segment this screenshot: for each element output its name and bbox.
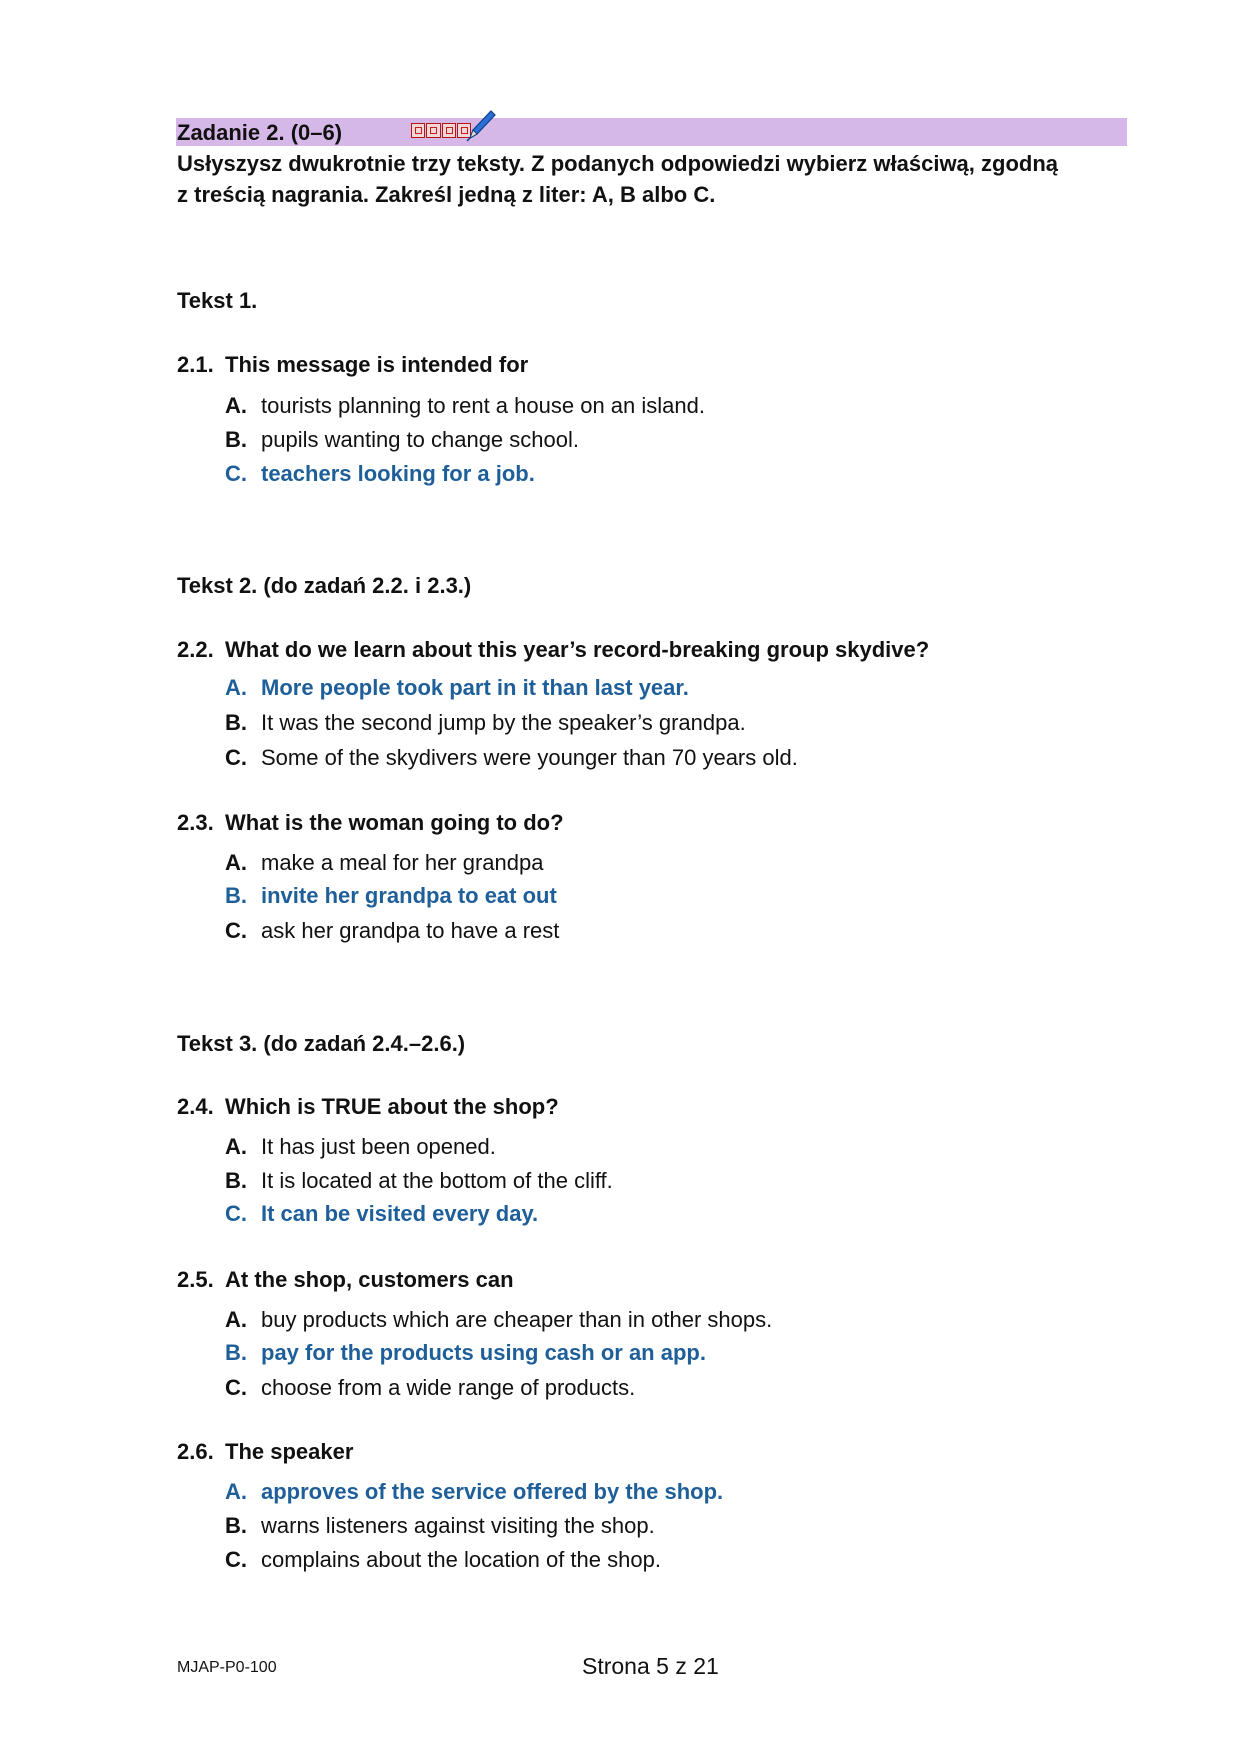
option-text: It was the second jump by the speaker’s grandpa. [261, 710, 746, 735]
option-letter: C. [225, 745, 247, 770]
option-text: approves of the service offered by the shop. [261, 1479, 724, 1504]
option-text: pupils wanting to change school. [261, 427, 579, 452]
option-letter: C. [225, 461, 247, 486]
question-text: What do we learn about this year’s record-breaking group skydive? [225, 637, 930, 662]
option-text: choose from a wide range of products. [261, 1375, 636, 1400]
footer-exam-code: MJAP-P0-100 [177, 1659, 277, 1676]
option-letter: A. [225, 850, 247, 875]
option-text: ask her grandpa to have a rest [261, 918, 560, 943]
option-letter: B. [225, 1340, 247, 1365]
option-text: complains about the location of the shop. [261, 1547, 661, 1572]
option-2-1-c[interactable] [225, 460, 535, 488]
option-2-6-a[interactable] [225, 1478, 723, 1506]
section-title-text-2: Tekst 2. (do zadań 2.2. i 2.3.) [177, 573, 472, 598]
option-letter: B. [225, 1168, 247, 1193]
option-2-1-b[interactable] [225, 426, 579, 454]
option-text: pay for the products using cash or an app. [261, 1340, 706, 1365]
option-letter: A. [225, 675, 247, 700]
task-instruction [177, 148, 1137, 210]
question-number: 2.3. [177, 810, 214, 835]
footer-page-number: Strona 5 z 21 [582, 1653, 719, 1679]
option-letter: C. [225, 1375, 247, 1400]
question-text: At the shop, customers can [225, 1267, 514, 1292]
instruction-line: z treścią nagrania. Zakreśl jedną z liter: A, B albo C. [177, 182, 716, 207]
question-2-1 [177, 351, 528, 379]
option-2-2-a[interactable] [225, 674, 689, 702]
option-2-4-c[interactable] [225, 1200, 538, 1228]
option-letter: B. [225, 1513, 247, 1538]
option-letter: B. [225, 710, 247, 735]
option-2-2-c[interactable] [225, 744, 798, 772]
section-title-text-1: Tekst 1. [177, 288, 258, 313]
option-text: It can be visited every day. [261, 1201, 539, 1226]
question-text: What is the woman going to do? [225, 810, 564, 835]
question-text: Which is TRUE about the shop? [225, 1094, 559, 1119]
question-text: The speaker [225, 1439, 354, 1464]
option-2-4-a[interactable] [225, 1133, 496, 1161]
question-2-4 [177, 1093, 559, 1121]
option-letter: A. [225, 393, 247, 418]
option-text: make a meal for her grandpa [261, 850, 544, 875]
question-number: 2.4. [177, 1094, 214, 1119]
option-text: buy products which are cheaper than in other shops. [261, 1307, 773, 1332]
option-text: invite her grandpa to eat out [261, 883, 557, 908]
option-2-3-c[interactable] [225, 917, 559, 945]
option-2-3-b[interactable] [225, 882, 557, 910]
option-letter: C. [225, 1201, 247, 1226]
option-letter: A. [225, 1307, 247, 1332]
question-2-3 [177, 809, 564, 837]
option-2-5-c[interactable] [225, 1374, 635, 1402]
option-text: warns listeners against visiting the shop. [261, 1513, 655, 1538]
option-2-3-a[interactable] [225, 849, 544, 877]
question-2-2 [177, 636, 929, 664]
option-letter: C. [225, 918, 247, 943]
instruction-line: Usłyszysz dwukrotnie trzy teksty. Z podanych odpowiedzi wybierz właściwą, zgodną [177, 151, 1059, 176]
option-letter: C. [225, 1547, 247, 1572]
score-box [411, 123, 425, 138]
question-number: 2.5. [177, 1267, 214, 1292]
pen-icon [464, 108, 498, 142]
question-2-5 [177, 1266, 514, 1294]
option-2-5-b[interactable] [225, 1339, 706, 1367]
question-number: 2.6. [177, 1439, 214, 1464]
option-text: Some of the skydivers were younger than 70 years old. [261, 745, 798, 770]
section-title-text-3: Tekst 3. (do zadań 2.4.–2.6.) [177, 1031, 466, 1056]
question-text: This message is intended for [225, 352, 529, 377]
option-text: tourists planning to rent a house on an island. [261, 393, 705, 418]
option-letter: A. [225, 1479, 247, 1504]
option-2-4-b[interactable] [225, 1167, 613, 1195]
question-2-6 [177, 1438, 353, 1466]
option-2-5-a[interactable] [225, 1306, 772, 1334]
option-text: It is located at the bottom of the cliff. [261, 1168, 613, 1193]
option-text: teachers looking for a job. [261, 461, 535, 486]
option-letter: B. [225, 427, 247, 452]
option-2-1-a[interactable] [225, 392, 705, 420]
task-title: Zadanie 2. (0–6) [177, 120, 343, 145]
option-letter: B. [225, 883, 247, 908]
question-number: 2.1. [177, 352, 214, 377]
question-number: 2.2. [177, 637, 214, 662]
option-2-6-b[interactable] [225, 1512, 655, 1540]
score-boxes-icon [411, 123, 471, 138]
option-letter: A. [225, 1134, 247, 1159]
score-box [426, 123, 440, 138]
score-box [442, 123, 456, 138]
option-text: More people took part in it than last year. [261, 675, 689, 700]
option-text: It has just been opened. [261, 1134, 496, 1159]
option-2-6-c[interactable] [225, 1546, 661, 1574]
option-2-2-b[interactable] [225, 709, 746, 737]
